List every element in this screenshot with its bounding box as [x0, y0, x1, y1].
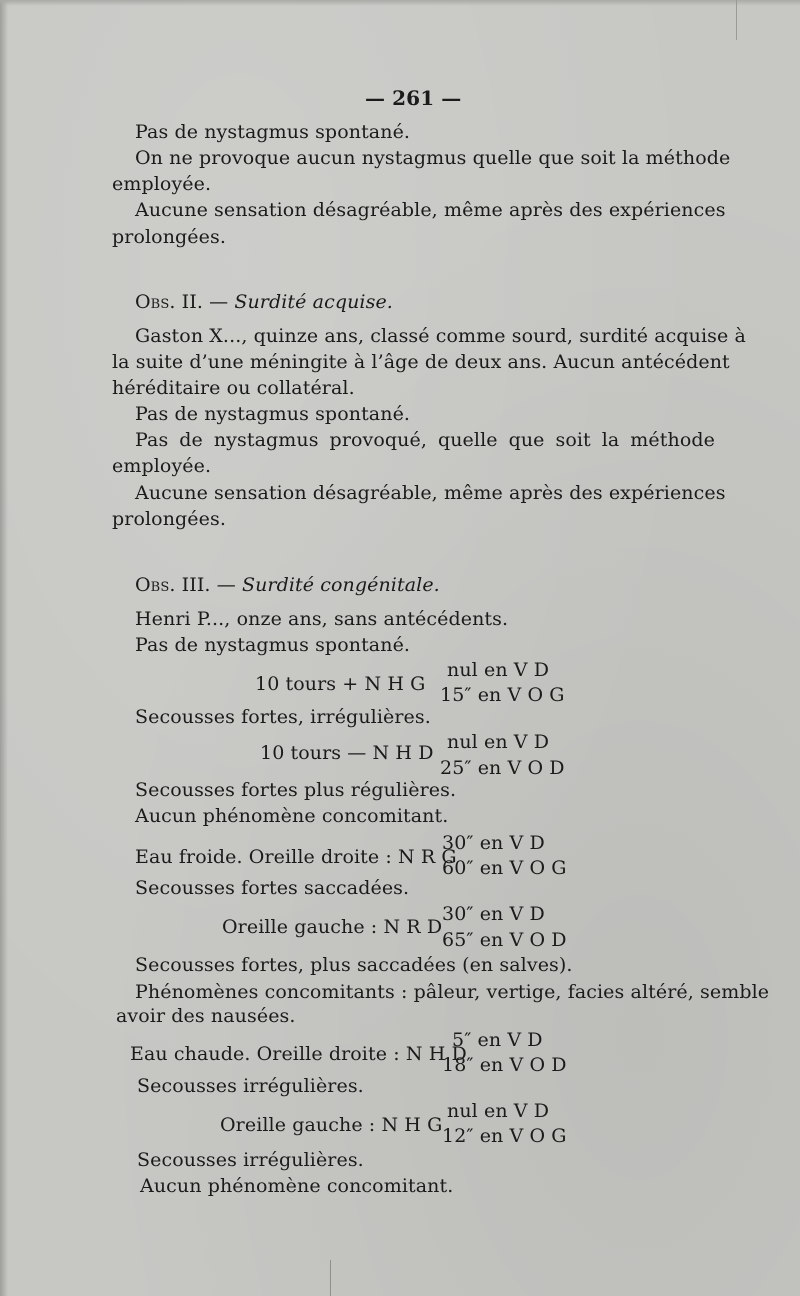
test-left: Eau froide. Oreille droite : N R G	[135, 846, 457, 868]
text-line: Secousses fortes plus régulières.	[135, 779, 457, 801]
test-result-1: 5″ en V D	[452, 1029, 543, 1051]
test-result-1: 30″ en V D	[442, 832, 545, 854]
text-line: Secousses fortes, irrégulières.	[135, 706, 431, 728]
text-line: On ne provoque aucun nystagmus quelle que soit la méthode	[135, 147, 731, 169]
test-result-2: 18″ en V O D	[442, 1054, 567, 1076]
text-line: Pas de nystagmus provoqué, quelle que soit la méthode	[135, 429, 715, 451]
text-line: Secousses irrégulières.	[137, 1075, 364, 1097]
text-line: Aucun phénomène concomitant.	[135, 805, 449, 827]
test-result-2: 60″ en V O G	[442, 857, 567, 879]
text-line: héréditaire ou collatéral.	[112, 377, 355, 399]
text-line: Gaston X..., quinze ans, classé comme sourd, surdité acquise à	[135, 325, 746, 347]
test-result-1: 30″ en V D	[442, 903, 545, 925]
observation-heading	[135, 573, 440, 597]
text-line: Secousses fortes, plus saccadées (en salves).	[135, 954, 573, 976]
test-left: 10 tours — N H D	[260, 742, 434, 764]
text-line: Pas de nystagmus spontané.	[135, 403, 411, 425]
text-line: Pas de nystagmus spontané.	[135, 634, 411, 656]
observation-subtitle: Surdité congénitale.	[241, 574, 440, 596]
text-line: employée.	[112, 173, 212, 195]
page-number: — 261 —	[365, 86, 462, 110]
text-line: Pas de nystagmus spontané.	[135, 121, 411, 143]
test-left: Eau chaude. Oreille droite : N H D	[130, 1043, 467, 1065]
test-left: Oreille gauche : N R D	[222, 916, 443, 938]
observation-label: Obs. II. —	[135, 291, 229, 313]
text-line: Henri P..., onze ans, sans antécédents.	[135, 608, 509, 630]
test-result-2: 25″ en V O D	[440, 757, 565, 779]
observation-heading	[135, 290, 393, 314]
text-line: Secousses irrégulières.	[137, 1149, 364, 1171]
test-result-1: nul en V D	[447, 731, 550, 753]
page-top-shadow	[0, 0, 800, 6]
text-line: avoir des nausées.	[116, 1005, 296, 1027]
text-line: prolongées.	[112, 226, 226, 248]
test-left: 10 tours + N H G	[255, 673, 426, 695]
page-edge-shadow	[0, 0, 8, 1296]
observation-subtitle: Surdité acquise.	[234, 291, 393, 313]
test-result-2: 12″ en V O G	[442, 1125, 567, 1147]
test-result-1: nul en V D	[447, 659, 550, 681]
text-line: la suite d’une méningite à l’âge de deux ans. Aucun antécédent	[112, 351, 730, 373]
text-line: Aucune sensation désagréable, même après des expériences	[135, 199, 726, 221]
text-line: Secousses fortes saccadées.	[135, 877, 410, 899]
text-line: Aucun phénomène concomitant.	[140, 1175, 454, 1197]
test-result-2: 65″ en V O D	[442, 929, 567, 951]
paper-crease	[736, 0, 737, 40]
test-result-1: nul en V D	[447, 1100, 550, 1122]
text-line: employée.	[112, 455, 212, 477]
text-line: prolongées.	[112, 508, 226, 530]
text-line: Phénomènes concomitants : pâleur, vertige, facies altéré, semble	[135, 981, 770, 1003]
test-result-2: 15″ en V O G	[440, 684, 565, 706]
text-line: Aucune sensation désagréable, même après des expériences	[135, 482, 726, 504]
test-left: Oreille gauche : N H G	[220, 1114, 443, 1136]
observation-label: Obs. III. —	[135, 574, 236, 596]
paper-crease	[330, 1260, 331, 1296]
